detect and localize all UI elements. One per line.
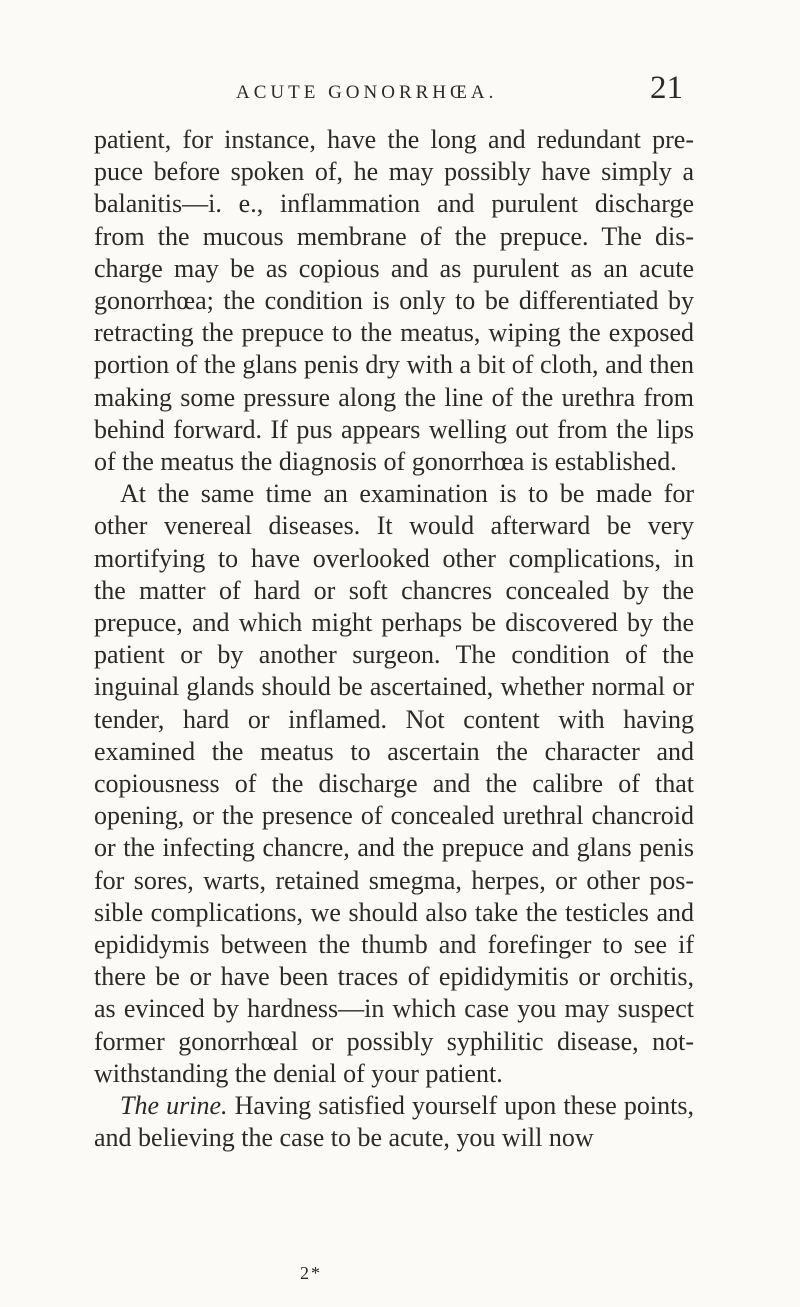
paragraph-3-text: Having satisfied yourself upon these points, and believing the case to be acute, you will now [94, 1091, 695, 1153]
running-title: ACUTE GONORRHŒA. [236, 82, 498, 103]
paragraph-3 [94, 1090, 694, 1154]
page-number: 21 [650, 70, 683, 106]
paragraph-2: At the same time an examination is to be made for other venereal diseases. It would afterward be very mortifying to have overlooked other complications, in the matter of hard or soft chancres concealed by the prepuce, and which might perhaps be discovered by the patient or by another surgeon. The condition of the inguinal glands should be ascertained, whether normal or tender, hard or inflamed. Not content with having examined the meatus to ascertain the character and copiousness of the discharge and the calibre of that opening, or the presence of concealed urethral chancroid or the infecting chancre, and the prepuce and glans penis for sores, warts, retained smegma, herpes, or other pos-sible complications, we should also take the testicles and epididymis between the thumb and forefinger to see if there be or have been traces of epididymitis or orchitis, as evinced by hardness—in which case you may suspect former gonorrhœal or possibly syphilitic disease, not-withstanding the denial of your patient. [94, 479, 694, 1088]
paragraph-3-heading: The urine. [120, 1091, 228, 1121]
body-text [94, 124, 694, 1155]
signature-mark: 2* [300, 1263, 322, 1283]
paragraph-1: patient, for instance, have the long and redundant pre-puce before spoken of, he may possibly have simply a balanitis—i. e., inflammation and purulent discharge from the mucous membrane of the prepuce. The dis-charge may be as copious and as purulent as an acute gonorrhœa; the condition is only to be differentiated by retracting the prepuce to the meatus, wiping the exposed portion of the glans penis dry with a bit of cloth, and then making some pressure along the line of the urethra from behind forward. If pus appears welling out from the lips of the meatus the diagnosis of gonorrhœa is established. [94, 125, 694, 477]
